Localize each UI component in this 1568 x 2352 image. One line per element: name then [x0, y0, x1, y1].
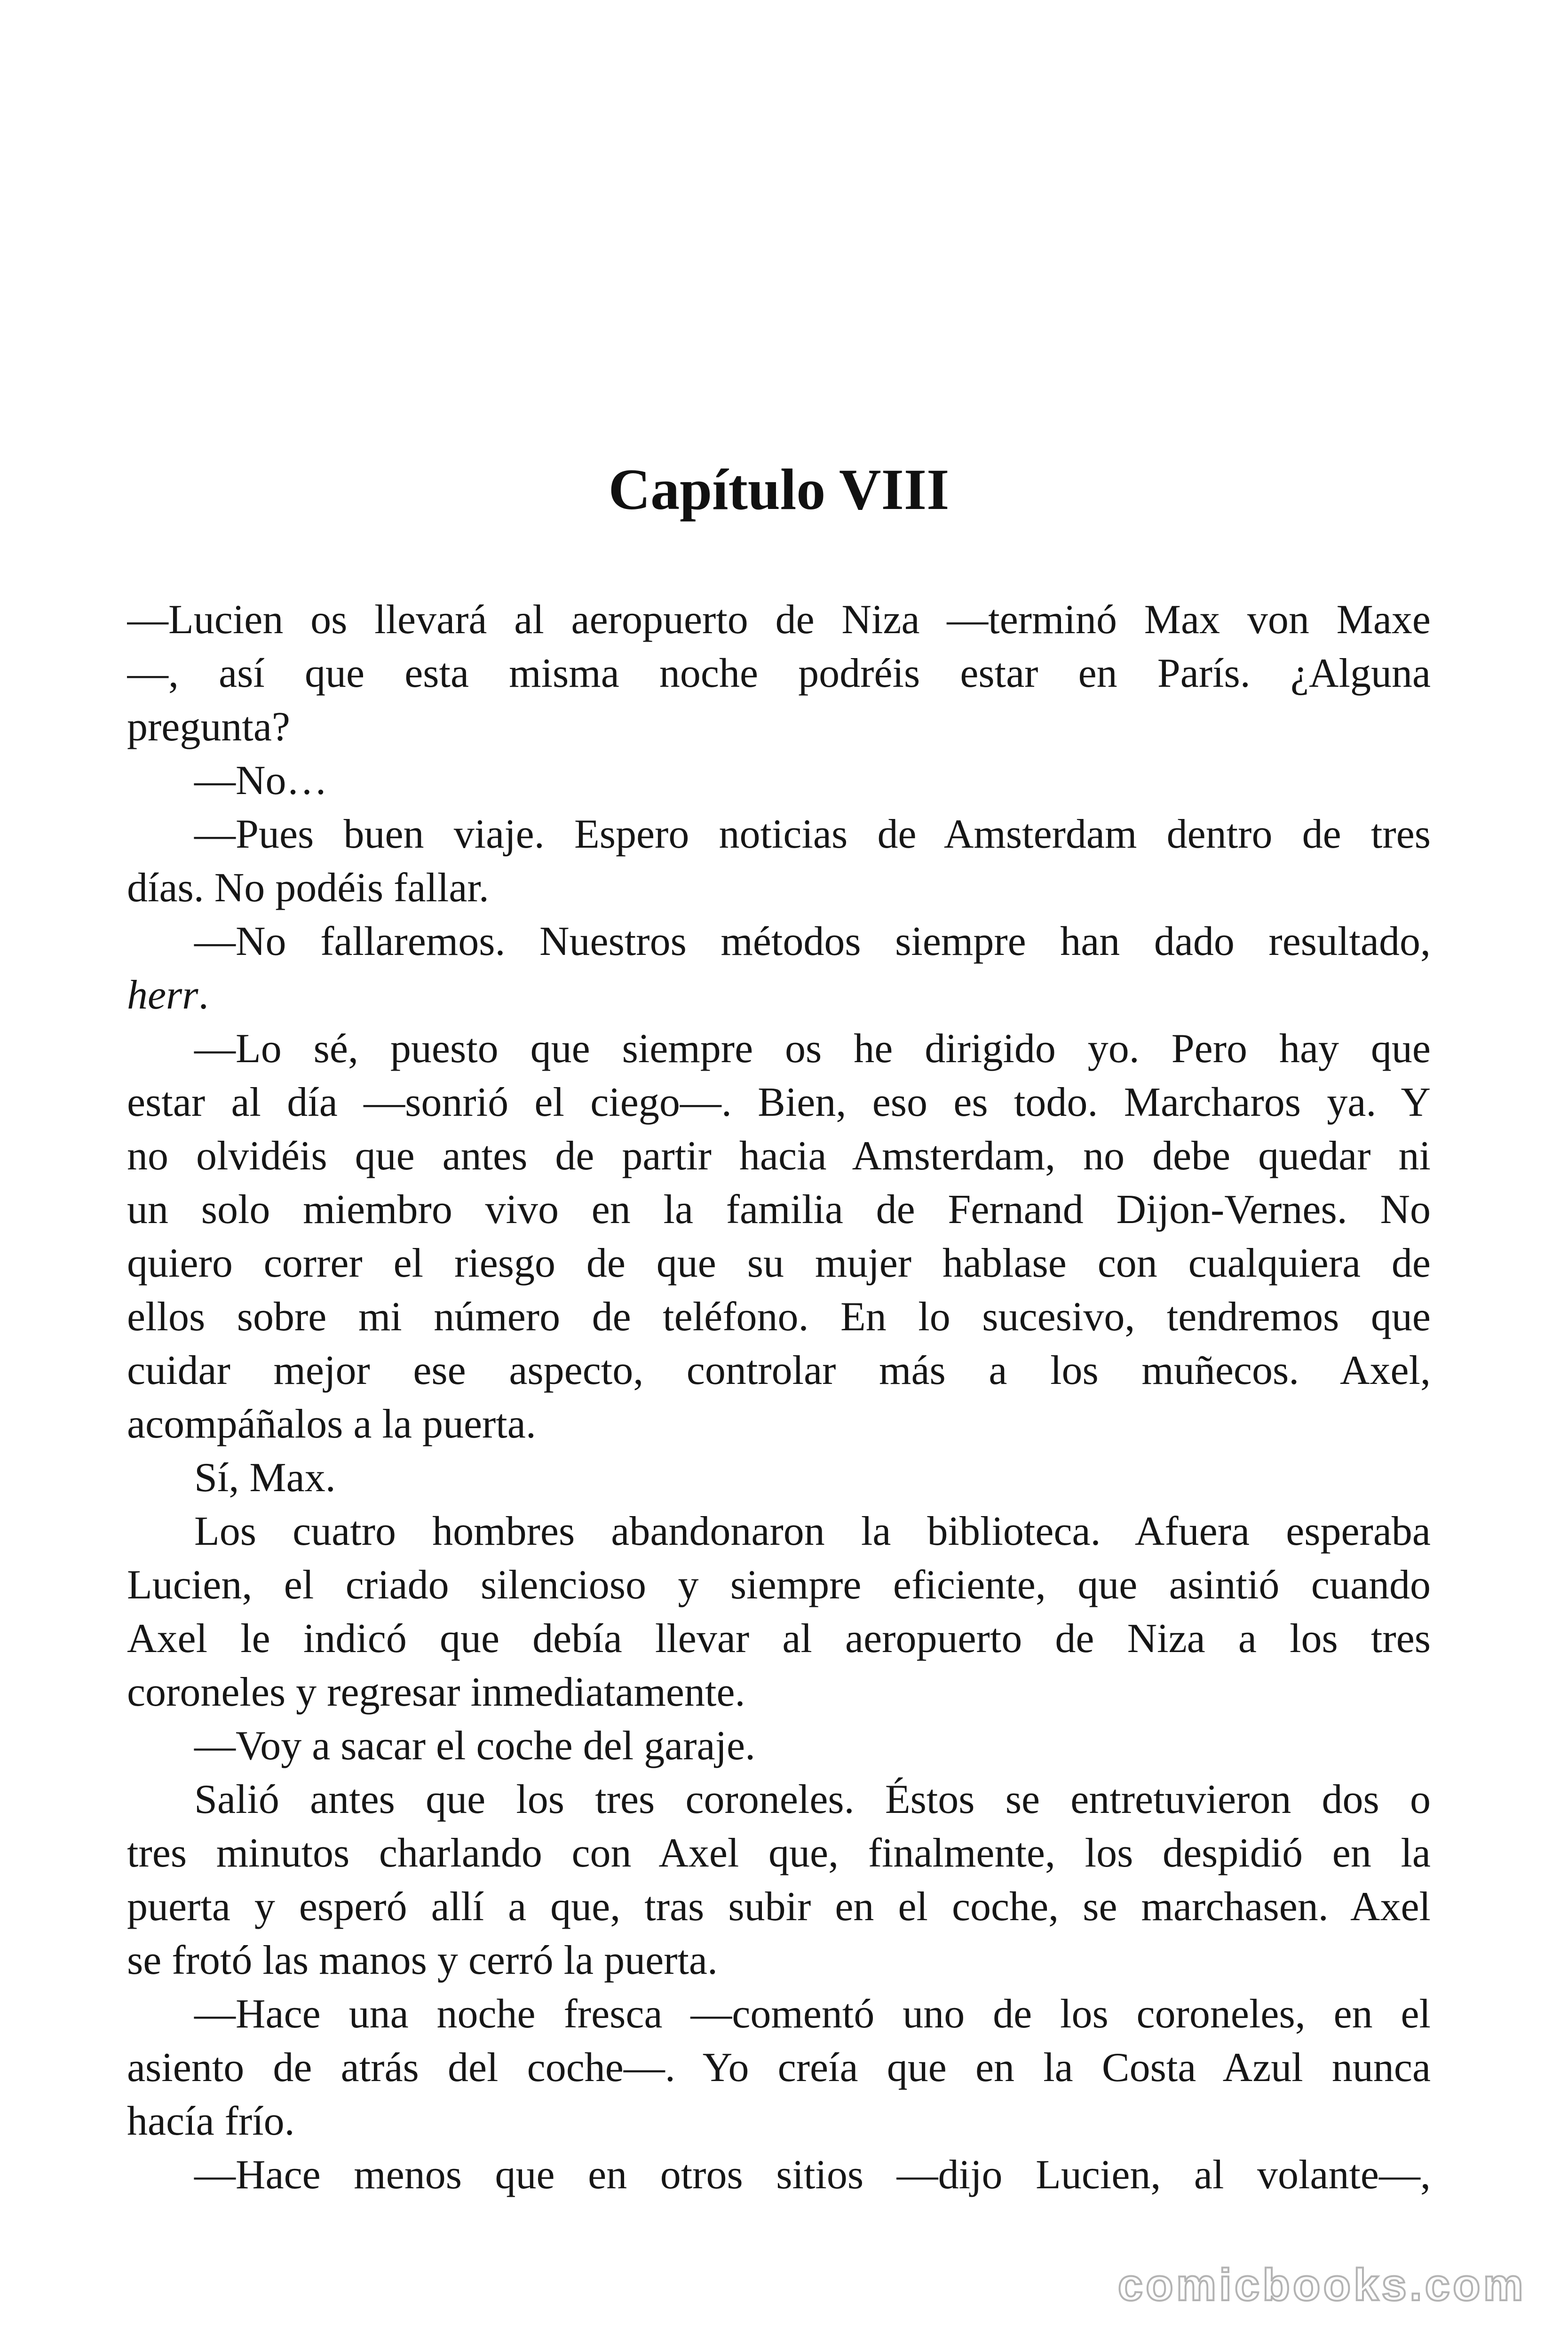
text-line [127, 1773, 1431, 1827]
text-span: Sí, Max. [194, 1455, 336, 1501]
paragraph [127, 754, 1431, 808]
text-span: días. No podéis fallar. [127, 865, 489, 911]
text-line [127, 2148, 1431, 2202]
text-span: hacía frío. [127, 2098, 295, 2144]
text-span: ellos sobre mi número de teléfono. En lo sucesivo, tendremos que [127, 1294, 1431, 1340]
text-span: —No… [194, 758, 328, 803]
text-line [127, 1880, 1431, 1934]
text-line [127, 1612, 1431, 1666]
text-line [127, 647, 1431, 700]
text-span: coroneles y regresar inmediatamente. [127, 1669, 745, 1715]
text-span: —Hace una noche fresca —comentó uno de los coroneles, en el [194, 1991, 1431, 2037]
text-span: tres minutos charlando con Axel que, finalmente, los despidió en la [127, 1830, 1431, 1876]
text-span: cuidar mejor ese aspecto, controlar más a los muñecos. Axel, [127, 1348, 1431, 1393]
text-span: estar al día —sonrió el ciego—. Bien, eso es todo. Marcharos ya. Y [127, 1080, 1431, 1125]
text-span: —Pues buen viaje. Espero noticias de Amsterdam dentro de tres [194, 811, 1431, 857]
text-span: no olvidéis que antes de partir hacia Amsterdam, no debe quedar ni [127, 1133, 1431, 1179]
text-line [127, 1987, 1431, 2041]
text-span: acompáñalos a la puerta. [127, 1401, 536, 1447]
text-line [127, 1344, 1431, 1398]
text-span: Salió antes que los tres coroneles. Éstos se entretuvieron dos o [194, 1777, 1431, 1822]
paragraph [127, 1773, 1431, 1987]
text-line [127, 700, 1431, 754]
text-line [127, 1022, 1431, 1076]
paragraph [127, 1505, 1431, 1719]
text-line [127, 1505, 1431, 1558]
text-line [127, 969, 1431, 1022]
text-line [127, 1827, 1431, 1880]
italic-word: herr [127, 972, 198, 1018]
paragraph [127, 1022, 1431, 1451]
paragraph [127, 1987, 1431, 2148]
chapter-title: Capítulo VIII [608, 457, 950, 522]
text-span: puerta y esperó allí a que, tras subir en el coche, se marchasen. Axel [127, 1884, 1431, 1930]
paragraph [127, 1451, 1431, 1505]
text-span: Lucien, el criado silencioso y siempre eficiente, que asintió cuando [127, 1562, 1431, 1608]
paragraph [127, 2148, 1431, 2202]
paragraph [127, 808, 1431, 915]
text-line [127, 1129, 1431, 1183]
text-line [127, 754, 1431, 808]
text-line [127, 1290, 1431, 1344]
text-line [127, 1934, 1431, 1987]
text-span: quiero correr el riesgo de que su mujer hablase con cualquiera de [127, 1240, 1431, 1286]
paragraph [127, 1719, 1431, 1773]
text-line [127, 593, 1431, 647]
text-line [127, 2095, 1431, 2148]
text-line [127, 1666, 1431, 1719]
text-span: . [198, 972, 209, 1018]
text-line [127, 1719, 1431, 1773]
text-line [127, 1451, 1431, 1505]
text-span: —Hace menos que en otros sitios —dijo Lucien, al volante—, [194, 2152, 1431, 2198]
watermark-logo: comicbooks.com [1117, 2260, 1526, 2310]
text-span: pregunta? [127, 704, 290, 750]
paragraph [127, 915, 1431, 1022]
text-span: —Lucien os llevará al aeropuerto de Niza —terminó Max von Maxe [127, 597, 1431, 643]
text-line [127, 808, 1431, 861]
text-span: Axel le indicó que debía llevar al aeropuerto de Niza a los tres [127, 1616, 1431, 1661]
text-span: —, así que esta misma noche podréis estar en París. ¿Alguna [127, 651, 1431, 696]
paragraph [127, 593, 1431, 754]
text-span: —Voy a sacar el coche del garaje. [194, 1723, 756, 1769]
text-line [127, 1183, 1431, 1237]
body-text [127, 593, 1431, 2202]
text-line [127, 1398, 1431, 1451]
text-span: se frotó las manos y cerró la puerta. [127, 1938, 718, 1983]
text-span: asiento de atrás del coche—. Yo creía que en la Costa Azul nunca [127, 2045, 1431, 2090]
text-line [127, 1237, 1431, 1290]
text-span: Los cuatro hombres abandonaron la biblioteca. Afuera esperaba [194, 1509, 1431, 1554]
text-span: —No fallaremos. Nuestros métodos siempre han dado resultado, [194, 919, 1431, 964]
text-line [127, 915, 1431, 969]
text-span: un solo miembro vivo en la familia de Fernand Dijon-Vernes. No [127, 1187, 1431, 1232]
text-span: —Lo sé, puesto que siempre os he dirigido yo. Pero hay que [194, 1026, 1431, 1072]
text-line [127, 1076, 1431, 1129]
text-line [127, 2041, 1431, 2095]
text-line [127, 1558, 1431, 1612]
text-line [127, 861, 1431, 915]
